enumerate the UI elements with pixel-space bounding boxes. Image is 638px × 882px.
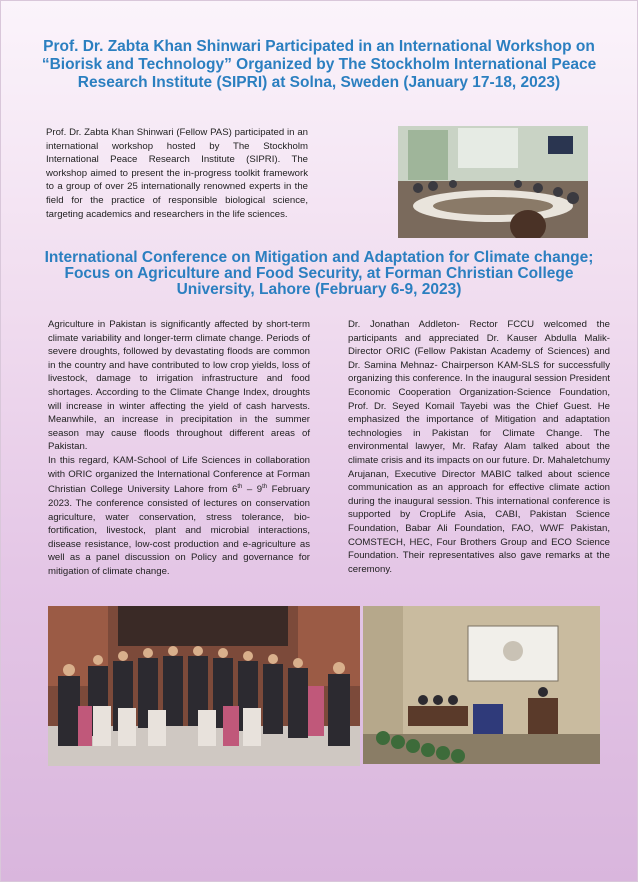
workshop-photo-illustration <box>398 126 588 238</box>
sup-th-1: th <box>237 484 243 491</box>
conference-hall-photo-illustration <box>363 606 600 764</box>
article-2-right-column <box>348 318 610 576</box>
article-1-body: Prof. Dr. Zabta Khan Shinwari (Fellow PAS) participated in an international workshop hosted by The Stockholm International Peace Research Institute (SIPRI). The workshop aimed to present the in-progress toolkit framework to a group of over 25 internationally renowned experts in the field for the practice of responsible biological science, targeting academics and researchers in the life sciences. <box>46 127 308 220</box>
left-paragraph-2-c: February 2023. The conference consisted of lectures on conservation agriculture, water conservation, stress tolerance, bio-fortification, livestock, plant and microbial interactions, disease resistance, low-cost production and e-agriculture as well as a panel discussion on Policy and governance for mitigation of climate change. <box>48 484 310 577</box>
group-photo <box>48 606 360 766</box>
left-paragraph-2-a: In this regard, KAM-School of Life Sciences in collaboration with ORIC organized the International Conference at Forman Christian College University Lahore from 6 <box>48 454 310 496</box>
left-paragraph-1: Agriculture in Pakistan is significantly affected by short-term climate variability and longer-term climate change. Periods of severe droughts, followed by devastating floods are common in the country and have contributed to low crop yields, loss of livestock, damage to irrigation infrastructure and food shortages. According to the Climate Change Index, droughts will increase in winter affecting the yield of cash harvests. Meanwhile, an increase in precipitation in the summer season may cause floods throughout different areas of Pakistan. <box>48 319 310 453</box>
left-paragraph-2-b: – 9 <box>242 484 263 496</box>
article-2-left-column <box>48 318 310 578</box>
group-photo-illustration <box>48 606 360 766</box>
left-paragraph-2 <box>48 454 310 579</box>
right-paragraph-1: Dr. Jonathan Addleton- Rector FCCU welcomed the participants and appreciated Dr. Kauser Abdulla Malik- Director ORIC (Fellow Pakistan Academy of Sciences) and Dr. Samina Mehnaz- Chairperson KAM-SLS for successfully organizing this conference. In the inaugural session President Economic Cooperation Organization-Science Foundation, Prof. Dr. Seyed Komail Tayebi was the Chief Guest. He emphasized the importance of Mitigation and adaptation technologies in Pakistan for Climate Change. The environmental lawyer, Mr. Rafay Alam talked about the climate crisis and its impacts on our future. Dr. Mahaletchumy Arujanan, Executive Director MABIC talked about science communication as an approach for effective climate action during the inaugural session. This international conference is supported by CropLife Asia, CABI, Pakistan Science Foundation, Babar Ali Foundation, FAO, WWF Pakistan, COMSTECH, HEC, Four Brothers Group and ECO Science Foundation. Their representatives also gave remarks at the ceremony. <box>348 319 610 575</box>
sup-th-2: th <box>262 484 268 491</box>
article-2-title: International Conference on Mitigation and Adaptation for Climate change; Focus on Agriculture and Food Security, at Forman Christian College University, Lahore (February 6-9, 2023) <box>44 249 594 298</box>
article-1-title: Prof. Dr. Zabta Khan Shinwari Participated in an International Workshop on “Biorisk and Technology” Organized by The Stockholm International Peace Research Institute (SIPRI) at Solna, Sweden (January 17-18, 2023) <box>41 38 597 91</box>
workshop-photo <box>398 126 588 238</box>
conference-hall-photo <box>363 606 600 764</box>
